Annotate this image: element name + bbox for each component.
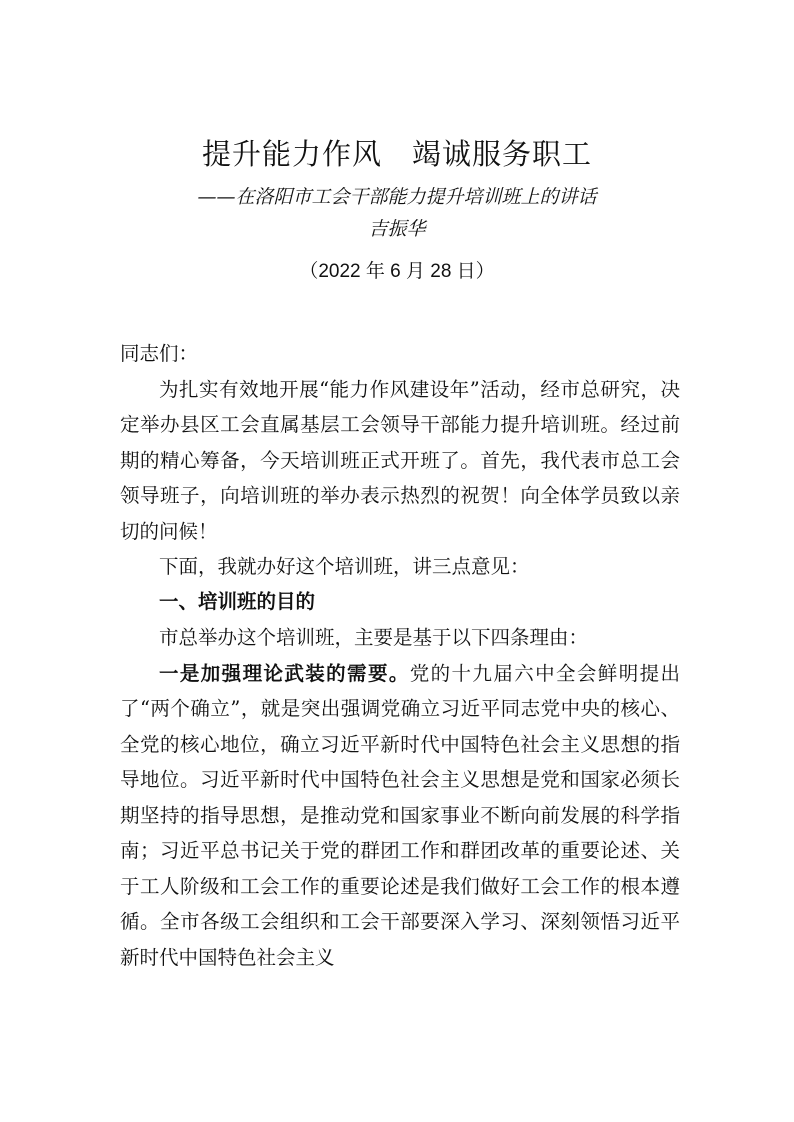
section-1-heading: 一、培训班的目的 <box>159 590 316 613</box>
title-part-1: 提升能力作风 <box>201 137 382 171</box>
paragraph-1: 为扎实有效地开展“能力作风建设年”活动，经市总研究，决定举办县区工会直属基层工会领导干部能力提升培训班。经过前期的精心筹备，今天培训班正式开班了。首先，我代表市总工会领导班子，向培训班的举办表示热烈的祝贺！向全体学员致以亲切的问候！ <box>120 377 680 543</box>
paragraph-2: 下面，我就办好这个培训班，讲三点意见： <box>159 555 530 578</box>
document-body <box>120 336 680 975</box>
document-title <box>0 132 794 176</box>
title-part-2: 竭诚服务职工 <box>412 137 593 171</box>
paragraph-3: 市总举办这个培训班，主要是基于以下四条理由： <box>159 626 589 649</box>
point-1-lead: 一是加强理论武装的需要。 <box>159 661 410 685</box>
greeting: 同志们： <box>120 342 199 365</box>
speech-date: （2022 年 6 月 28 日） <box>299 261 495 282</box>
point-1-text: 党的十九届六中全会鲜明提出了“两个确立”，就是突出强调党确立习近平同志党中央的核心、全党的核心地位，确立习近平新时代中国特色社会主义思想的指导地位。习近平新时代中国特色社会主义思想是党和国家必须长期坚持的指导思想，是推动党和国家事业不断向前发展的科学指南；习近平总书记关于党的群团工作和群团改革的重要论述、关于工人阶级和工会工作的重要论述是我们做好工会工作的根本遵循。全市各级工会组织和工会干部要深入学习、深刻领悟习近平新时代中国特色社会主义 <box>120 661 680 969</box>
document-subtitle: ——在洛阳市工会干部能力提升培训班上的讲话 <box>197 186 597 208</box>
author-name: 吉振华 <box>368 218 426 240</box>
point-1-paragraph <box>120 656 680 976</box>
